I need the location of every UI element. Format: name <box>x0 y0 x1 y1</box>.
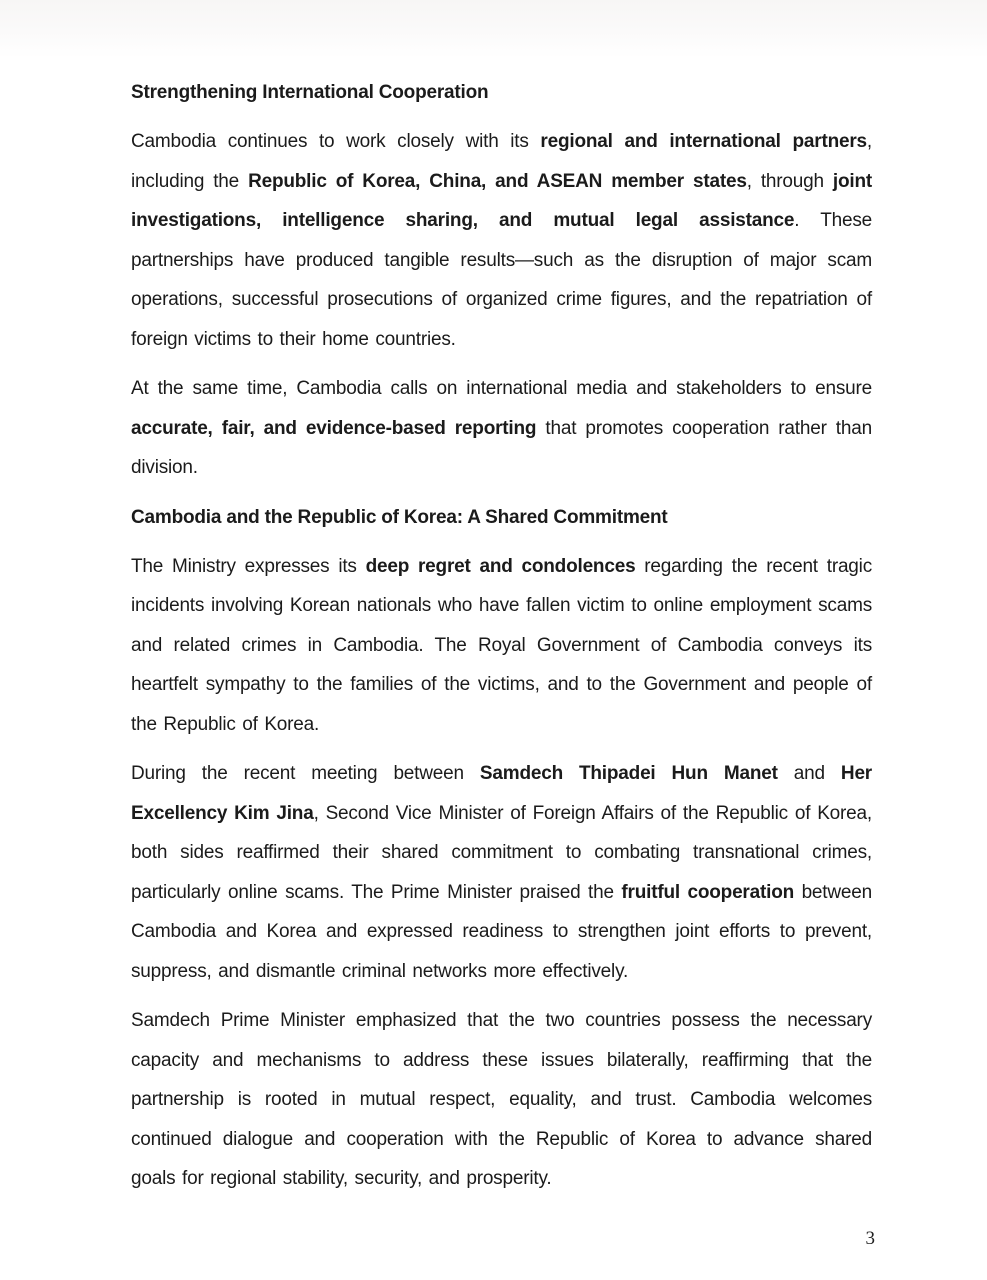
body-text: and <box>777 763 841 784</box>
paragraph <box>131 547 872 745</box>
page-number: 3 <box>865 1228 875 1249</box>
body-text: , including the <box>131 131 872 192</box>
paragraph <box>131 754 872 991</box>
emphasized-text: deep regret and condolences <box>365 555 636 577</box>
emphasized-text: fruitful cooperation <box>621 881 795 903</box>
document-body <box>131 73 872 1209</box>
body-text: Samdech Prime Minister emphasized that the two countries possess the necessary capacity and mechanisms to address these issues bilaterally, reaffirming that the partnership is rooted in mutual respect, equality, and trust. Cambodia welcomes continued dialogue and cooperation with the Republic of Korea to advance shared goals for regional stability, security, and prosperity. <box>131 1010 872 1189</box>
body-text: regarding the recent tragic incidents involving Korean nationals who have fallen victim to online employment scams and related crimes in Cambodia. The Royal Government of Cambodia conveys its heartfelt sympathy to the families of the victims, and to the Government and people of the Republic of Korea. <box>131 555 872 735</box>
body-text: that promotes cooperation rather than division. <box>131 417 872 478</box>
body-text: During the recent meeting between <box>131 763 480 784</box>
emphasized-text: regional and international partners <box>540 131 867 152</box>
emphasized-text: Samdech Thipadei Hun Manet <box>479 763 778 784</box>
paragraph <box>131 1001 872 1199</box>
body-text: . These partnerships have produced tangible results—such as the disruption of major scam operations, successful prosecutions of organized crime figures, and the repatriation of foreign victims to their home countries. <box>131 210 873 350</box>
emphasized-text: Her Excellency Kim Jina <box>131 763 873 824</box>
paragraph <box>131 122 872 359</box>
emphasized-text: accurate, fair, and evidence-based reporting <box>131 417 537 439</box>
section-heading: Strengthening International Cooperation <box>131 82 489 103</box>
body-text: Cambodia continues to work closely with its <box>131 131 541 152</box>
section-heading: Cambodia and the Republic of Korea: A Shared Commitment <box>131 506 668 528</box>
scan-artifact-band <box>0 0 987 58</box>
emphasized-text: Republic of Korea, China, and ASEAN member states <box>248 170 747 192</box>
body-text: , Second Vice Minister of Foreign Affairs of the Republic of Korea, both sides reaffirmed their shared commitment to combating transnational crimes, particularly online scams. The Prime Minister praised the <box>131 802 872 903</box>
body-text: between Cambodia and Korea and expressed readiness to strengthen joint efforts to prevent, suppress, and dismantle criminal networks more effectively. <box>131 881 872 982</box>
body-text: At the same time, Cambodia calls on international media and stakeholders to ensure <box>131 378 872 399</box>
emphasized-text: joint investigations, intelligence sharing, and mutual legal assistance <box>131 170 872 231</box>
paragraph <box>131 369 872 488</box>
body-text: , through <box>746 170 833 192</box>
body-text: The Ministry expresses its <box>131 555 366 577</box>
